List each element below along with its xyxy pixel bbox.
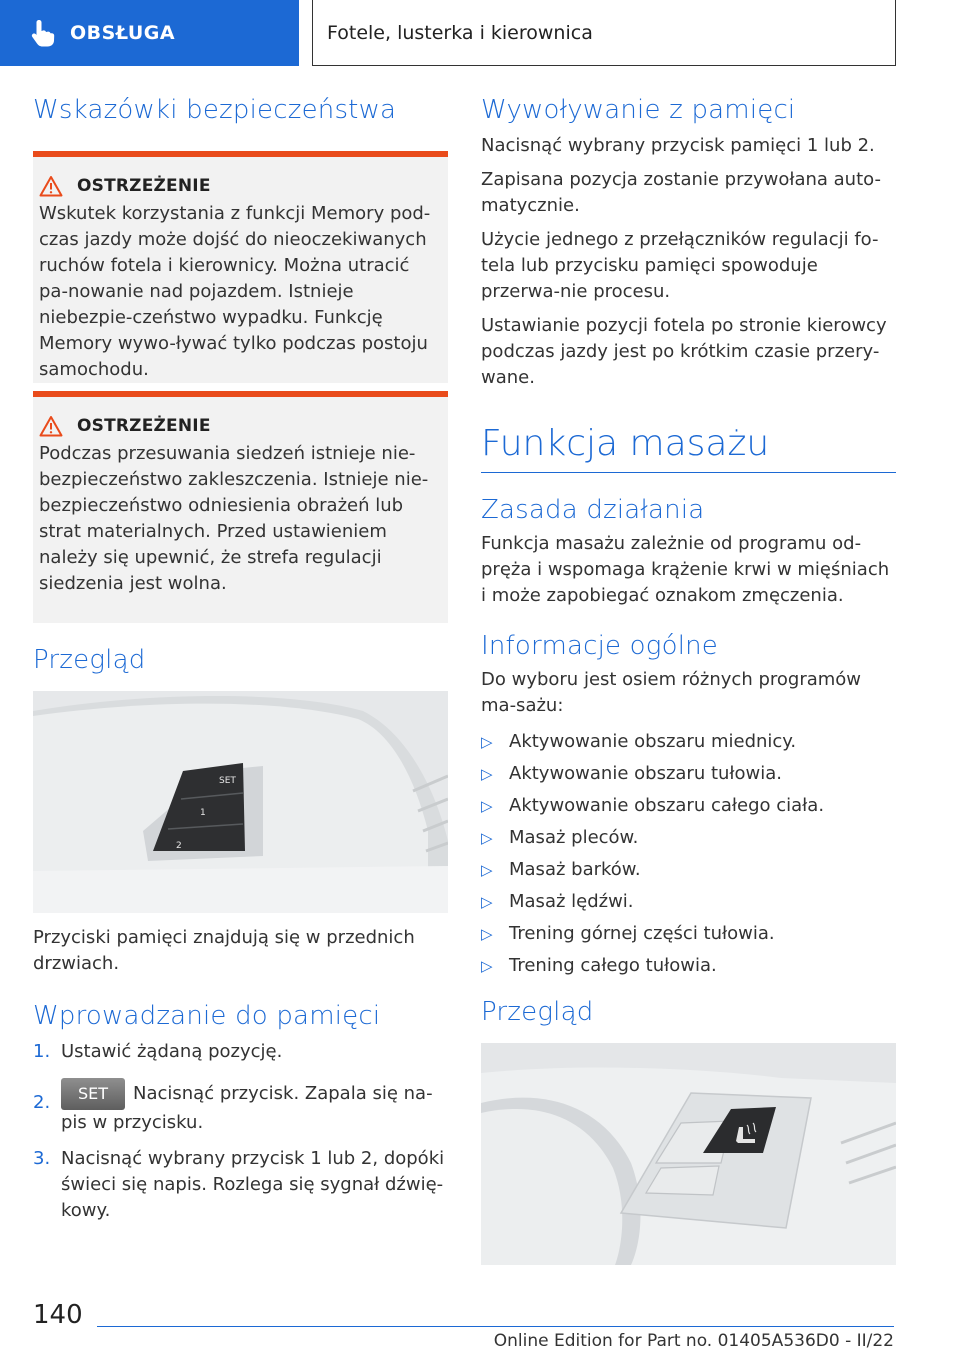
list-item [481,729,896,755]
right-column [481,95,896,1265]
memory-buttons-photo [33,691,448,913]
massage-heading-block [481,423,896,473]
recall-paragraph: Nacisnąć wybrany przycisk pamięci 1 lub 2. [481,135,875,156]
warning-triangle-icon [39,175,63,197]
photo-label-set: SET [219,776,236,786]
bullet-triangle-icon: ▷ [481,733,493,751]
bullet-triangle-icon: ▷ [481,797,493,815]
massage-programs-list [481,729,896,979]
list-item-text: Aktywowanie obszaru tułowia. [509,763,783,784]
bullet-triangle-icon: ▷ [481,925,493,943]
list-item-text: Aktywowanie obszaru miednicy. [509,731,797,752]
recall-heading: Wywoływanie z pamięci [481,95,796,125]
section-label: OBSŁUGA [70,22,176,44]
step-item [33,1039,448,1065]
list-item [481,889,896,915]
list-item-text: Masaż pleców. [509,827,639,848]
list-item-text: Aktywowanie obszaru całego ciała. [509,795,825,816]
step-text: Ustawić żądaną pozycję. [61,1041,283,1062]
warning-text: Podczas przesuwania siedzeń istnieje nie-bezpieczeństwo zakleszczenia. Istnieje nie-bezpieczeństwo odniesienia obrażeń lub strat materialnych. Przed ustawieniem należy się upewnić, że strefa regulacji siedzenia jest wolna. [39,443,429,594]
principle-heading: Zasada działania [481,495,705,525]
warning-label: OSTRZEŻENIE [77,176,211,196]
principle-text: Funkcja masażu zależnie od programu od-pręża i wspomaga krążenie krwi w mięśniach i może zapobiegać oznakom zmęczenia. [481,533,890,606]
warning-header [39,415,440,437]
step-text: Nacisnąć wybrany przycisk 1 lub 2, dopóki świeci się napis. Rozlega się sygnał dźwię-kowy. [61,1148,445,1221]
step-item [33,1075,448,1136]
seat-panel-illustration [481,1043,896,1265]
list-item-text: Masaż barków. [509,859,641,880]
warning-text: Wskutek korzystania z funkcji Memory pod-czas jazdy może dojść do nieoczekiwanych ruchów fotela i kierownicy. Można utracić pa-nowanie nad pojazdem. Istnieje niebezpie-czeństwo wypadku. Funkcję Memory wywo-ływać tylko podczas postoju samochodu. [39,203,431,380]
bullet-triangle-icon: ▷ [481,765,493,783]
safety-heading: Wskazówki bezpieczeństwa [33,95,397,125]
list-item [481,857,896,883]
bullet-triangle-icon: ▷ [481,957,493,975]
general-text: Do wyboru jest osiem różnych programów ma-sażu: [481,669,862,716]
general-heading: Informacje ogólne [481,631,718,661]
list-item-text: Trening całego tułowia. [509,955,717,976]
massage-heading: Funkcja masażu [481,423,770,464]
step-number: 1. [33,1041,51,1062]
warning-box-memory [33,151,448,383]
list-item-text: Trening górnej części tułowia. [509,923,775,944]
hand-pointer-icon [30,18,56,48]
warning-header [39,175,440,197]
list-item [481,953,896,979]
step-item [33,1146,448,1224]
warning-label: OSTRZEŻENIE [77,416,211,436]
store-heading: Wprowadzanie do pamięci [33,1001,381,1031]
set-button-icon: SET [61,1078,125,1110]
recall-paragraph: Użycie jednego z przełączników regulacji fo-tela lub przycisku pamięci spowoduje przerwa-nie procesu. [481,229,879,302]
overview-heading-left: Przegląd [33,645,146,675]
recall-paragraph: Zapisana pozycja zostanie przywołana auto-matycznie. [481,169,881,216]
list-item-text: Masaż lędźwi. [509,891,634,912]
photo-caption: Przyciski pamięci znajdują się w przednich drzwiach. [33,927,415,974]
edition-text: Online Edition for Part no. 01405A536D0 - II/22 [493,1331,894,1351]
massage-button-photo [481,1043,896,1265]
list-item [481,793,896,819]
door-panel-illustration [33,691,448,913]
step-body [61,1075,448,1136]
chapter-title: Fotele, lusterka i kierownica [327,21,593,44]
step-number: 2. [33,1092,51,1113]
step-text: Nacisnąć przycisk. Zapala się na-pis w przycisku. [61,1083,433,1133]
list-item [481,825,896,851]
photo-label-1: 1 [200,808,206,818]
overview-heading-right: Przegląd [481,997,594,1027]
page-header [0,0,960,66]
step-number: 3. [33,1148,51,1169]
warning-box-pinching [33,391,448,623]
bullet-triangle-icon: ▷ [481,861,493,879]
store-steps [33,1039,448,1224]
bullet-triangle-icon: ▷ [481,893,493,911]
list-item [481,761,896,787]
page-number: 140 [33,1300,83,1330]
section-tab [0,0,299,66]
list-item [481,921,896,947]
left-column [33,95,448,1224]
footer-divider [97,1326,894,1327]
recall-paragraph: Ustawianie pozycji fotela po stronie kierowcy podczas jazdy jest po krótkim czasie przery-wane. [481,315,887,388]
bullet-triangle-icon: ▷ [481,829,493,847]
photo-label-2: 2 [176,841,182,851]
warning-triangle-icon [39,415,63,437]
chapter-title-box [312,0,896,66]
